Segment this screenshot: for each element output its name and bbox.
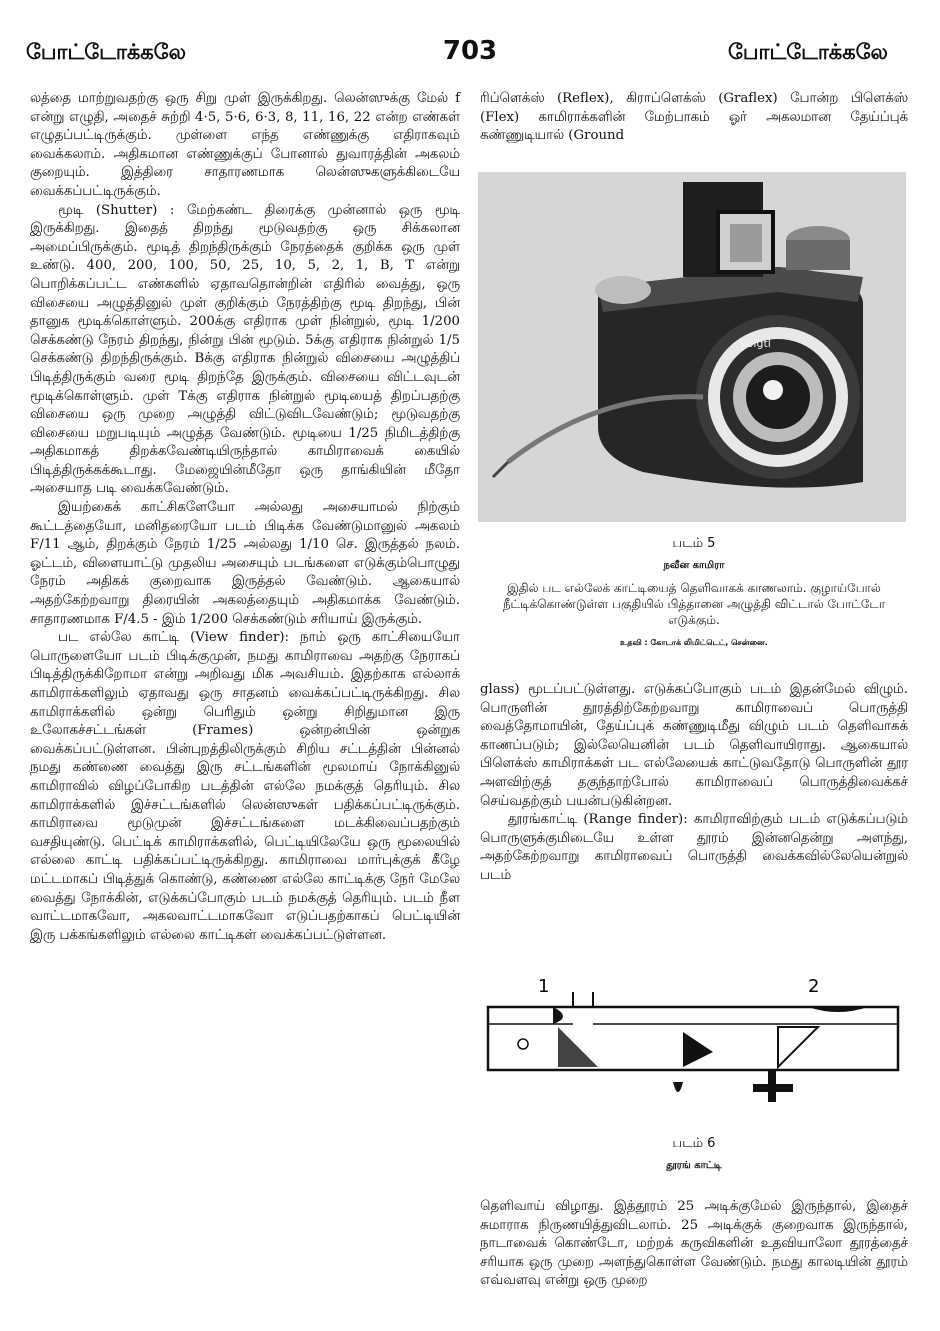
- right-column-top: [480, 90, 908, 146]
- paragraph-reflex: ரிப்ளெக்ஸ் (Reflex), கிராப்ளெக்ஸ் (Graflex) போன்ற பிளெக்ஸ் (Flex) காமிராக்களின் மேற்பாகம் ஓர் அகலமான தேய்ப்புக் கண்ணுடியால் (Ground: [480, 91, 908, 144]
- figure-6-caption-block: [480, 1136, 908, 1172]
- diagram-label-2: 2: [808, 976, 820, 997]
- lens-brand-label: Voigtl: [740, 337, 771, 350]
- range-finder-schematic: [478, 972, 906, 1132]
- paragraph-exposure: இயற்கைக் காட்சிகளேயோ அல்லது அசையாமல் நிற்கும் கூட்டத்தையோ, மனிதரையோ படம் பிடிக்க வேண்டுமானுல் அகலம் F/11 ஆம், திறக்கும் நேரம் 1/25 அல்லது 1/10 செ. இருத்தல் நலம். ஓட்டம், விளையாட்டு முதலிய அசையும் படங்களை எடுக்கும்பொழுது நேரம் அதிகக் குறைவாக இருத்தல் வேண்டும். ஆகையால் அதற்கேற்றவாறு திரையின் அகலத்தையும் அதிகமாக்க வேண்டும். சாதாரணமாக F/4.5 - இம் 1/200 செக்கண்டும் சரியாய் இருக்கும்.: [30, 500, 460, 627]
- page-number: 703: [442, 36, 498, 66]
- right-column-bottom: [480, 1198, 908, 1291]
- figure-5-credit: உதவி : கோடாக் லிமிட்டெட், சென்னை.: [620, 638, 768, 647]
- paragraph-range-finder: தூரங்காட்டி (Range finder): காமிராவிற்கும் படம் எடுக்கப்படும் பொருளுக்குமிடையே உள்ள தூரம் இன்னதென்று அளந்து, அதற்கேற்றவாறு காமிராவைப் பொருத்தி வைக்கவில்லேயென்றுல் படம்: [480, 812, 908, 883]
- camera-photo: [478, 172, 906, 522]
- paragraph-shutter: மூடி (Shutter) : மேற்கண்ட திரைக்கு முன்னால் ஒரு மூடி இருக்கிறது. இதைத் திறந்து மூடுவதற்கு ஒரு சிக்கலான அமைப்பிருக்கும். மூடித் திறந்திருக்கும் நேரத்தைக் குறிக்க ஒரு முள் உண்டு. 400, 200, 100, 50, 25, 10, 5, 2, 1, B, T என்று பொறிக்கப்பட்ட எண்களில் ஏதாவதொன்றின் எதிரில் வைத்து, ஒரு விசையை அழுத்தினுல் முள் குறிக்கும் நேரத்திற்கு மூடி திறந்து, பின் தானுக மூடிக்கொள்ளும். 200க்கு எதிராக முள் நின்றுல், மூடி 1/200 செக்கண்டு நேரம் திறந்து, நின்று பின் மூடும். 5க்கு எதிராக நின்றுல் 1/5 செக்கண்டு திறந்திருக்கும். Bக்கு எதிராக நின்றுல் விசையை அழுத்திப் பிடித்திருக்கும் வரை மூடி திறந்தே இருக்கும். விசையை விட்டவுடன் மூடிக்கொள்ளும். முள் Tக்கு எதிராக நின்றுல் மூடியைத் திறப்பதற்கு விசையை ஒரு முறை அழுத்தி விட்டுவிடவேண்டும்; மூடுவதற்கு விசையை மறுபடியும் அழுத்த வேண்டும். மூடியை 1/25 நிமிடத்திற்கு அதிகமாகத் திறக்கவேண்டியிருந்தால் காமிராவைக் கையில் பிடித்திருக்கக்கூடாது. மேஜையின்மீதோ ஒரு தாங்கியின் மீதோ அசையாத படி வைக்கவேண்டும்.: [30, 202, 460, 497]
- left-column: [30, 90, 460, 945]
- diagram-label-1: 1: [538, 976, 550, 997]
- figure-5-title: நவீன காமிரா: [663, 560, 725, 571]
- paragraph-distance: தெளிவாய் விழாது. இத்தூரம் 25 அடிக்குமேல் இருந்தால், இதைச் சுமாராக நிருணயித்துவிடலாம். 25 அடிக்குக் குறைவாக இருந்தால், நாடாவைக் கொண்டோ, மற்றக் கருவிகளின் உதவியாலோ தூரத்தைச் சரியாக ஒரு முறை அளந்துகொள்ள வேண்டும். நமது காலடியின் தூரம் எவ்வளவு என்று ஒரு முறை: [480, 1199, 908, 1289]
- camera-illustration: [478, 172, 906, 522]
- figure-5-number: படம் 5: [672, 536, 716, 551]
- figure-5-caption: இதில் பட எல்லேக் காட்டியைத் தெளிவாகக் காணலாம். குழாய்போல் நீட்டிக்கொண்டுள்ள பகுதியில் பித்தானை அழுத்தி விட்டால் போட்டோ எடுக்கும்.: [502, 581, 886, 627]
- paragraph-view-finder: பட எல்லே காட்டி (View finder): நாம் ஒரு காட்சியையோ பொருளையோ படம் பிடிக்குமுன், நமது காமிராவை அதற்கு நேராகப் பிடித்திருக்கிறோமா என்று அறிவது மிக அவசியம். இதற்காக எல்லாக் காமிராக்களிலும் ஏதாவது ஒரு சாதனம் வைக்கப்பட்டிருக்கிறது. சில காமிராக்களில் ஒன்று பெரிதும் ஒன்று சிறிதுமான இரு உலோகச்சட்டங்கள் (Frames) ஒன்றன்பின் ஒன்றுக வைக்கப்பட்டுள்ளன. பின்புறத்திலிருக்கும் சிறிய சட்டத்தின் பின்னல் நமது கண்ணை வைத்து இரு சட்டங்களின் மூலமாய் நோக்கினுல் காமிராவில் விழப்போகிற படத்தின் எல்லே நமக்குத் தெரியும். சில காமிராக்களில் இச்சட்டங்களில் லென்ஸுகள் பதிக்கப்பட்டிருக்கும். காமிராவை மூடுமுன் இச்சட்டங்களை மடக்கிவைப்பதற்கும் வசதியுண்டு. பெட்டிக் காமிராக்களில், பெட்டியிலேயே ஒரு மூலையில் எல்லை காட்டி பதிக்கப்பட்டிருக்கிறது. காமிராவை மார்புக்குக் கீழே மட்டமாகப் பிடித்துக் கொண்டு, கண்ணை எல்லே காட்டிக்கு நேர் மேலே வைத்து நோக்கின், எடுக்கப்போகும் படம் நமக்குத் தெரியும். படம் நீள வாட்டமாகவோ, அகலவாட்டமாகவோ எடுப்பதற்காகப் பெட்டியின் இரு பக்கங்களிலும் எல்லை காட்டிகள் வைக்கப்பட்டுள்ளன.: [30, 630, 460, 943]
- paragraph-ground-glass: glass) மூடப்பட்டுள்ளது. எடுக்கப்போகும் படம் இதன்மேல் விழும். பொருளின் தூரத்திற்கேற்றவாறு காமிராவைப் பொருத்தி வைத்தோமாயின், தேய்ப்புக் கண்ணுடிமீது விழும் படம் தெளிவாகக் காணப்படும்; இல்லேயெனின் படம் தெளிவாயிராது. ஆகையால் பிளெக்ஸ் காமிராக்கள் பட எல்லேயைக் காட்டுவதோடு பொருளின் தூர அளவிற்குத் தகுந்தாற்போல் காமிராவைப் பொருத்திவைக்கச் செய்வதற்கும் பயன்படுகின்றன.: [480, 682, 908, 809]
- figure-6-number: படம் 6: [672, 1136, 716, 1151]
- running-header-right: போட்டோக்கலே: [727, 40, 888, 64]
- running-header-left: போட்டோக்கலே: [26, 40, 187, 64]
- right-column-middle: [480, 681, 908, 886]
- figure-6-title: தூரங் காட்டி: [666, 1160, 722, 1171]
- figure-5-caption-block: [480, 536, 908, 648]
- paragraph-aperture-continued: லத்தை மாற்றுவதற்கு ஒரு சிறு முள் இருக்கிறது. லென்ஸுக்கு மேல் f என்று எழுதி, அதைச் சுற்றி 4·5, 5·6, 6·3, 8, 11, 16, 22 என்ற எண்கள் எழுதப்பட்டிருக்கும். முள்ளை எந்த எண்ணுக்கு எதிராகவும் வைக்கலாம். அதிகமான எண்ணுக்குப் போனால் துவாரத்தின் அகலம் குறையும். இத்திரை சாதாரணமாக லென்ஸுகளுக்கிடையே வைக்கப்பட்டிருக்கும்.: [30, 91, 460, 199]
- range-finder-diagram: [478, 972, 906, 1132]
